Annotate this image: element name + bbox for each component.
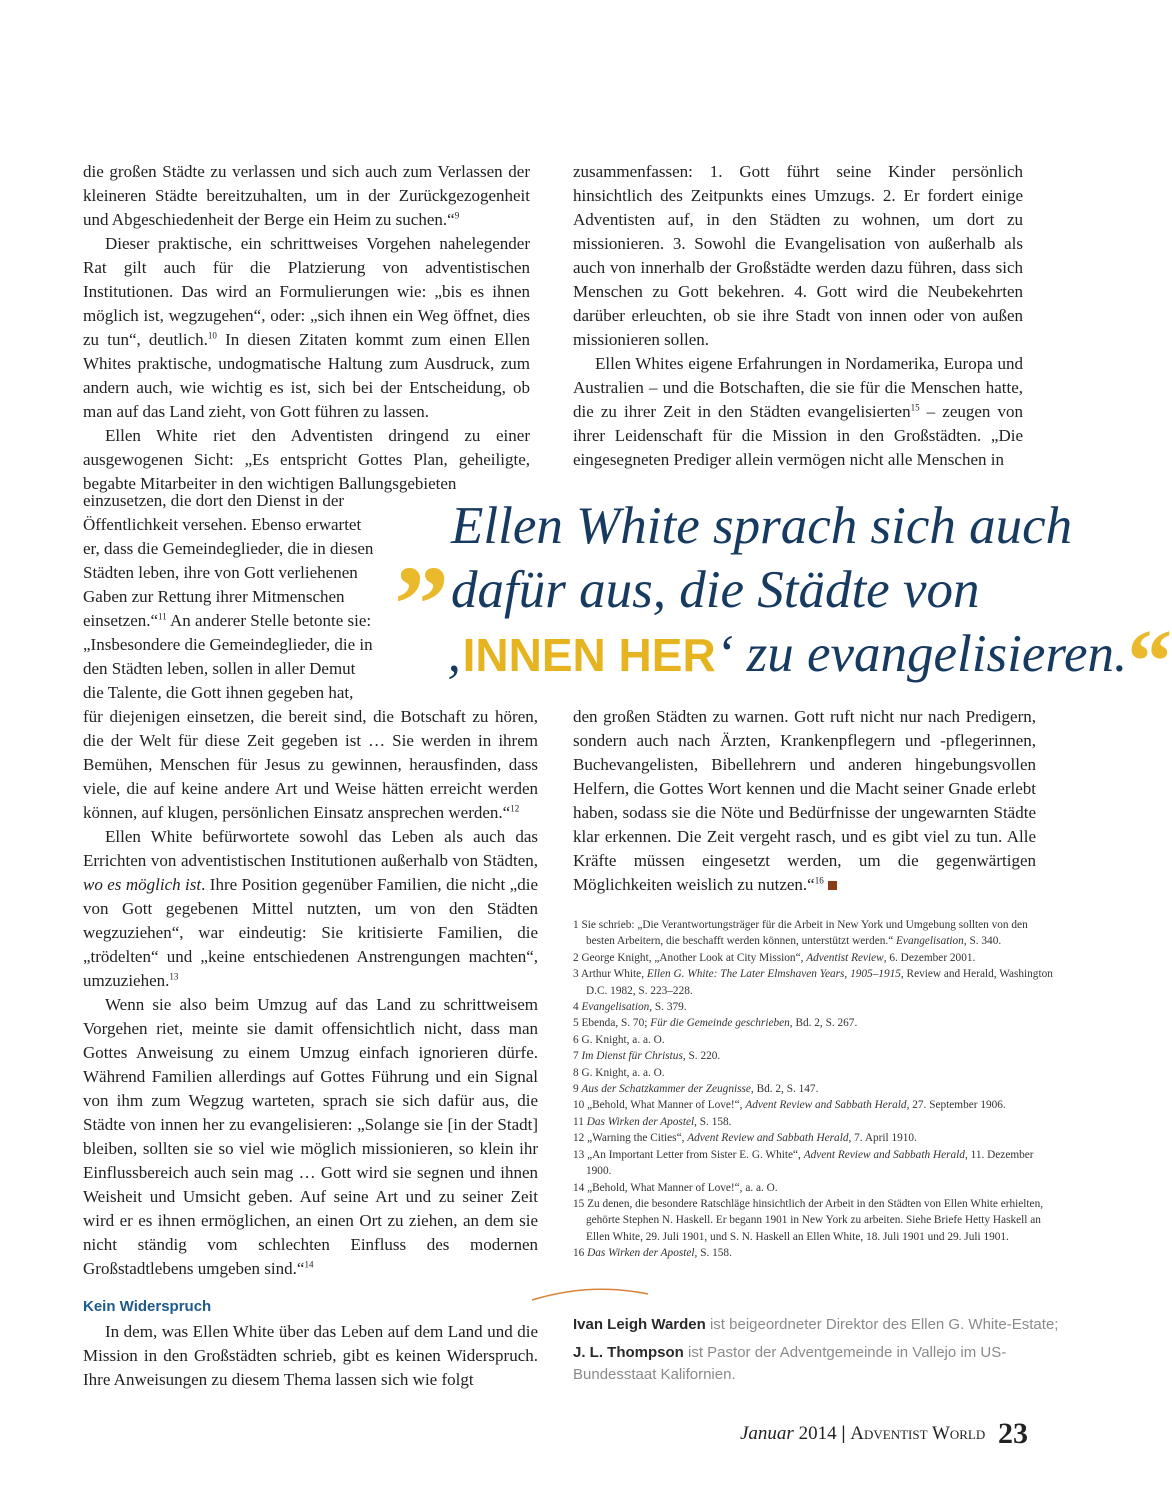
- pull-quote: [395, 486, 1172, 711]
- right-column-top: [573, 160, 1023, 472]
- footnote: 7 Im Dienst für Christus, S. 220.: [573, 1050, 721, 1063]
- author-bio: Ivan Leigh Warden ist beigeordneter Direktor des Ellen G. White-Estate;: [573, 1316, 1059, 1333]
- footnotes: [573, 917, 1053, 1262]
- footnote: 15 Zu denen, die besondere Ratschläge hinsichtlich der Arbeit in den Städten von Ellen White erhielten, gehörte Stephen N. Haskell. Er begann 1901 in New York zu arbeiten. Siehe Briefe Hetty Haskell an Ellen White, 29. Juli 1901, und S. N. Haskell an Ellen White, 18. Juli 1901 und 29. Juli 1901.: [573, 1197, 1044, 1243]
- footnote: 9 Aus der Schatzkammer der Zeugnisse, Bd. 2, S. 147.: [573, 1083, 819, 1096]
- paragraph: Ellen White riet den Adventisten dringend zu einer ausgewogenen Sicht: „Es entspricht Gottes Plan, geheiligte, begabte Mitarbeiter in den wichtigen Ballungsgebieten: [83, 426, 530, 493]
- pull-quote-line: ‚INNEN HER‘ zu evangelisieren.“: [445, 612, 1172, 711]
- pull-quote-highlight: INNEN HER: [462, 629, 716, 681]
- paragraph: Ellen Whites eigene Erfahrungen in Nordamerika, Europa und Australien – und die Botschaften, die sie für die Menschen hatte, die zu ihrer Zeit in den Städten evangelisierten$^{15}$ – zeugen von ihrer Leidenschaft für die Mission in den Großstädten. „Die eingesegneten Prediger allein vermögen nicht alle Menschen in: [573, 354, 1024, 469]
- close-quote-mark: “: [1127, 612, 1172, 711]
- footnote: 11 Das Wirken der Apostel, S. 158.: [573, 1115, 732, 1128]
- paragraph: Ellen White befürwortete sowohl das Leben als auch das Errichten von adventistischen Institutionen außerhalb von Städten, wo es möglich ist. Ihre Position gegenüber Familien, die nicht „die von Gott gegebenen Mittel nutzten, um von den Städten wegzuziehen“, war eindeutig: Sie kritisierte Familien, die „trödelten“ und „keine entschiedenen Anstrengungen machten“, umzuziehen.$^{13}$: [83, 827, 538, 990]
- footnote: 2 George Knight, „Another Look at City Mission“, Adventist Review, 6. Dezember 2001.: [573, 951, 976, 964]
- footnote: 5 Ebenda, S. 70; Für die Gemeinde geschrieben, Bd. 2, S. 267.: [573, 1017, 858, 1030]
- paragraph: für diejenigen einsetzen, die bereit sind, die Botschaft zu hören, die der Welt für diese Zeit gegeben ist … Sie werden in ihrem Bemühen, Menschen für Jesus zu gewinnen, herausfinden, dass viele, die auf keine andere Art und Weise hätten erreicht werden können, auf klugen, persönlichen Einsatz ansprechen werden.“$^{12}$: [83, 707, 538, 822]
- author-bio: J. L. Thompson ist Pastor der Adventgemeinde in Vallejo im US-Bundesstaat Kalifornien.: [573, 1344, 1007, 1383]
- footnote: 10 „Behold, What Manner of Love!“, Advent Review and Sabbath Herald, 27. September 1906.: [573, 1099, 1006, 1112]
- footnote: 4 Evangelisation, S. 379.: [573, 1001, 687, 1014]
- footer-separator: |: [841, 1423, 846, 1444]
- page-footer: [740, 1417, 1028, 1451]
- paragraph: die großen Städte zu verlassen und sich auch zum Verlassen der kleineren Städte bereitzuhalten, um in der Zurückgezogenheit und Abgeschiedenheit der Berge ein Heim zu suchen.“$^9$: [83, 162, 530, 229]
- left-column-narrow: einzusetzen, die dort den Dienst in der Öffentlichkeit versehen. Ebenso erwartet er, dass die Gemeindeglieder, die in diesen Städten leben, ihre von Gott verliehenen Gaben zur Rettung ihrer Mitmenschen einsetzen.“$^{11}$ An anderer Stelle betonte sie: „Insbesondere die Gemeindeglieder, die in den Städten leben, sollen in aller Demut die Talente, die Gott ihnen gegeben hat,: [83, 491, 374, 702]
- paragraph: In dem, was Ellen White über das Leben auf dem Land und die Mission in den Großstädten schrieb, gibt es keinen Widerspruch. Ihre Anweisungen zu diesem Thema lassen sich wie folgt: [83, 1322, 538, 1389]
- left-column-bottom: [83, 705, 538, 1281]
- decorative-arc-icon: [530, 1286, 650, 1302]
- page-number: 23: [998, 1417, 1029, 1450]
- footnote: 6 G. Knight, a. a. O.: [573, 1033, 665, 1046]
- footnote: 1 Sie schrieb: „Die Verantwortungsträger für die Arbeit in New York und Umgebung sollten von den besten Arbeitern, die beschafft werden können, unterstützt werden.“ Evangelisation, S. 340.: [573, 919, 1028, 948]
- author-bios: [573, 1314, 1083, 1392]
- footnote: 14 „Behold, What Manner of Love!“, a. a. O.: [573, 1181, 778, 1194]
- footnote: 3 Arthur White, Ellen G. White: The Later Elmshaven Years, 1905–1915, Review and Herald, Washington D.C. 1982, S. 223–228.: [573, 968, 1053, 997]
- pull-quote-line: Ellen White sprach sich auch: [451, 497, 1073, 555]
- right-column-bottom: [573, 705, 1036, 897]
- left-column-final: [83, 1320, 538, 1392]
- issue-year: 2014: [798, 1423, 837, 1444]
- paragraph: Dieser praktische, ein schrittweises Vorgehen nahelegender Rat gilt auch für die Platzierung von adventistischen Institutionen. Das wird an Formulierungen wie: „bis es ihnen möglich ist, wegzugehen“, oder: „sich ihnen ein Weg öffnet, dies zu tun“, deutlich.$^{10}$ In diesen Zitaten kommt zum einen Ellen Whites praktische, undogmatische Haltung zum Ausdruck, zum andern auch, wie wichtig es ist, sich bei der Entscheidung, ob man auf das Land zieht, von Gott führen zu lassen.: [83, 234, 530, 421]
- section-heading: Kein Widerspruch: [83, 1298, 212, 1315]
- issue-month: Januar: [740, 1423, 794, 1444]
- footnote: 12 „Warning the Cities“, Advent Review and Sabbath Herald, 7. April 1910.: [573, 1132, 917, 1145]
- left-column-top: [83, 160, 530, 496]
- paragraph: zusammenfassen: 1. Gott führt seine Kinder persönlich hinsichtlich des Zeitpunkts eines Umzugs. 2. Er fordert einige Adventisten auf, in den Städten zu wohnen, um dort zu missionieren. 3. Sowohl die Evangelisation von außerhalb als auch von innerhalb der Großstädte werden dazu führen, dass sich Menschen zu Gott bekehren. 4. Gott wird die Neubekehrten darüber erleuchten, ob sie ihre Stadt von innen oder von außen missionieren sollen.: [573, 162, 1023, 349]
- footnote: 8 G. Knight, a. a. O.: [573, 1066, 665, 1079]
- end-mark-icon: [828, 881, 837, 890]
- pull-quote-line: dafür aus, die Städte von: [451, 561, 980, 619]
- open-quote-mark: „: [395, 486, 450, 608]
- paragraph: Wenn sie also beim Umzug auf das Land zu schrittweisem Vorgehen riet, meinte sie damit offensichtlich nicht, dass man Gottes Anweisung zu einem Umzug einfach ignorieren dürfe. Während Familien allerdings auf Gottes Führung und ein Signal von ihm zum Wegzug warteten, sprach sie sich dafür aus, die Städte von innen her zu evangelisieren: „Solange sie [in der Stadt] bleiben, sollten sie so viel wie möglich missionieren, so klein ihr Einflussbereich auch sein mag … Gott wird sie segnen und ihnen Weisheit und Umsicht geben. Auf seine Art und zu seiner Zeit wird er es ihnen ermöglichen, an einen Ort zu ziehen, an dem sie nicht ständig vom schlechten Einfluss des modernen Großstadtlebens umgeben sind.“$^{14}$: [83, 995, 538, 1278]
- magazine-name: Adventist World: [850, 1423, 986, 1444]
- paragraph: den großen Städten zu warnen. Gott ruft nicht nur nach Predigern, sondern auch nach Ärzten, Krankenpflegern und -pflegerinnen, Buchevangelisten, Bibellehrern und anderen hingebungsvollen Helfern, die Gottes Wort kennen und die Macht seiner Gnade erlebt haben, sodass sie die Nöte und Bedürfnisse der ungewarnten Städte klar erkennen. Die Zeit vergeht rasch, und es gibt viel zu tun. Alle Kräfte müssen eingesetzt werden, um die gegenwärtigen Möglichkeiten weislich zu nutzen.“$^{16}$: [573, 707, 1036, 894]
- footnote: 16 Das Wirken der Apostel, S. 158.: [573, 1247, 732, 1260]
- footnote: 13 „An Important Letter from Sister E. G. White“, Advent Review and Sabbath Herald, 11. Dezember 1900.: [573, 1148, 1034, 1178]
